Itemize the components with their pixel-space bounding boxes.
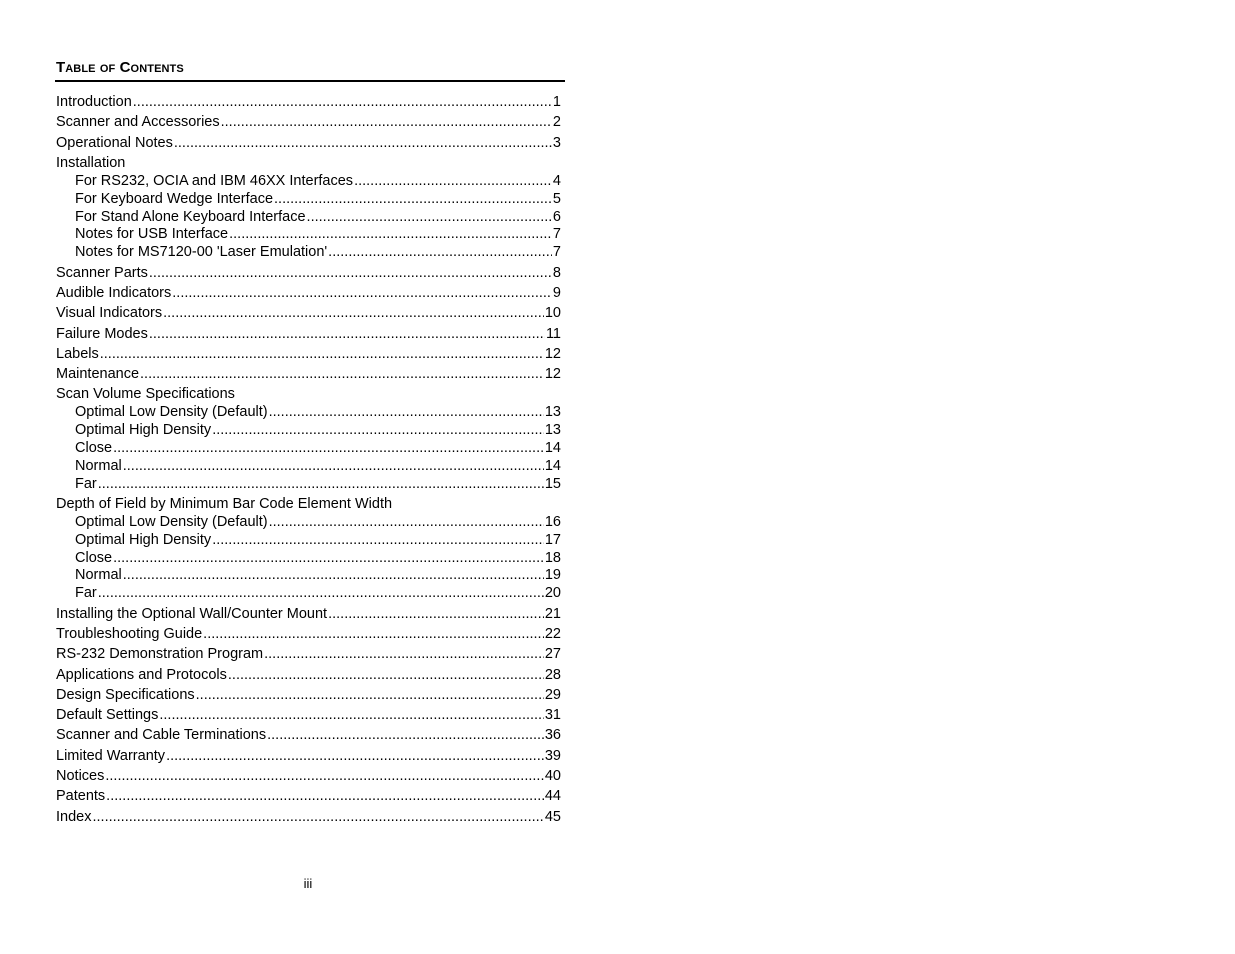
toc-entry-label: Scanner Parts bbox=[56, 265, 148, 281]
toc-entry-page-number: 6 bbox=[552, 209, 561, 225]
toc-entry[interactable] bbox=[56, 808, 561, 826]
toc-entry-label: Patents bbox=[56, 788, 106, 804]
toc-section-heading[interactable] bbox=[56, 495, 561, 513]
toc-entry[interactable] bbox=[56, 747, 561, 765]
toc-section-heading[interactable] bbox=[56, 385, 561, 403]
toc-entry[interactable] bbox=[56, 767, 561, 785]
dot-leader bbox=[269, 403, 544, 421]
dot-leader bbox=[229, 225, 552, 243]
toc-entry-page-number: 1 bbox=[552, 94, 561, 110]
page-title: Table of Contents bbox=[56, 59, 184, 76]
dot-leader bbox=[354, 172, 552, 190]
toc-entry-page-number: 10 bbox=[544, 305, 561, 321]
toc-subentry[interactable] bbox=[75, 513, 561, 531]
dot-leader bbox=[307, 208, 552, 226]
dot-leader bbox=[123, 566, 544, 584]
toc-entry-page-number: 13 bbox=[544, 422, 561, 438]
toc-subentry[interactable] bbox=[75, 584, 561, 602]
toc-entry-label: Applications and Protocols bbox=[56, 667, 227, 683]
toc-entry-label: Installing the Optional Wall/Counter Mount bbox=[56, 606, 328, 622]
toc-entry-label: Scanner and Accessories bbox=[56, 114, 220, 130]
toc-entry-label: Failure Modes bbox=[56, 326, 148, 342]
dot-leader bbox=[196, 686, 544, 704]
toc-entry-label: Notices bbox=[56, 768, 105, 784]
toc-entry-label: Labels bbox=[56, 346, 99, 362]
toc-subentry[interactable] bbox=[75, 403, 561, 421]
toc-subentry[interactable] bbox=[75, 190, 561, 208]
toc-entry-page-number: 18 bbox=[544, 550, 561, 566]
toc-entry-label: Normal bbox=[75, 458, 122, 474]
dot-leader bbox=[267, 726, 544, 744]
toc-entry-page-number: 8 bbox=[552, 265, 561, 281]
dot-leader bbox=[212, 531, 544, 549]
dot-leader bbox=[328, 605, 544, 623]
toc-entry-label: RS-232 Demonstration Program bbox=[56, 646, 264, 662]
toc-entry[interactable] bbox=[56, 605, 561, 623]
dot-leader bbox=[166, 747, 544, 765]
toc-entry-page-number: 45 bbox=[544, 809, 561, 825]
toc-entry-page-number: 16 bbox=[544, 514, 561, 530]
dot-leader bbox=[140, 365, 544, 383]
toc-entry[interactable] bbox=[56, 134, 561, 152]
toc-section-heading[interactable] bbox=[56, 154, 561, 172]
dot-leader bbox=[221, 113, 552, 131]
dot-leader bbox=[159, 706, 543, 724]
toc-entry-page-number: 31 bbox=[544, 707, 561, 723]
toc-subentry[interactable] bbox=[75, 172, 561, 190]
toc-entry-page-number: 29 bbox=[544, 687, 561, 703]
toc-entry[interactable] bbox=[56, 325, 561, 343]
toc-entry-label: Far bbox=[75, 476, 97, 492]
toc-entry-page-number: 40 bbox=[544, 768, 561, 784]
dot-leader bbox=[149, 264, 552, 282]
toc-entry-page-number: 19 bbox=[544, 567, 561, 583]
toc-entry-page-number: 44 bbox=[544, 788, 561, 804]
dot-leader bbox=[100, 345, 544, 363]
dot-leader bbox=[113, 549, 544, 567]
dot-leader bbox=[274, 190, 552, 208]
toc-entry-label: For Stand Alone Keyboard Interface bbox=[75, 209, 306, 225]
toc-entry[interactable] bbox=[56, 686, 561, 704]
dot-leader bbox=[113, 439, 544, 457]
toc-entry-page-number: 9 bbox=[552, 285, 561, 301]
toc-entry[interactable] bbox=[56, 93, 561, 111]
toc-entry-label: Depth of Field by Minimum Bar Code Element Width bbox=[56, 496, 393, 512]
toc-subentry[interactable] bbox=[75, 531, 561, 549]
toc-entry-label: Audible Indicators bbox=[56, 285, 172, 301]
dot-leader bbox=[163, 304, 544, 322]
toc-entry-label: Installation bbox=[56, 155, 126, 171]
toc-entry[interactable] bbox=[56, 645, 561, 663]
toc-entry-label: Troubleshooting Guide bbox=[56, 626, 203, 642]
toc-entry-page-number: 17 bbox=[544, 532, 561, 548]
table-of-contents bbox=[56, 0, 561, 860]
page-number: iii bbox=[303, 876, 313, 891]
toc-entry-label: Normal bbox=[75, 567, 122, 583]
toc-entry-page-number: 28 bbox=[544, 667, 561, 683]
toc-entry-page-number: 13 bbox=[544, 404, 561, 420]
toc-entry-page-number: 5 bbox=[552, 191, 561, 207]
dot-leader bbox=[328, 243, 552, 261]
dot-leader bbox=[149, 325, 545, 343]
toc-entry-label: Far bbox=[75, 585, 97, 601]
toc-entry[interactable] bbox=[56, 113, 561, 131]
dot-leader bbox=[203, 625, 544, 643]
toc-entry-page-number: 12 bbox=[544, 366, 561, 382]
toc-entry[interactable] bbox=[56, 304, 561, 322]
toc-entry-page-number: 14 bbox=[544, 458, 561, 474]
dot-leader bbox=[212, 421, 544, 439]
toc-entry-page-number: 7 bbox=[552, 226, 561, 242]
toc-entry-label: Optimal High Density bbox=[75, 422, 212, 438]
toc-entry-label: Optimal High Density bbox=[75, 532, 212, 548]
dot-leader bbox=[92, 808, 543, 826]
toc-entry[interactable] bbox=[56, 264, 561, 282]
toc-entry-page-number: 39 bbox=[544, 748, 561, 764]
toc-entry-label: Index bbox=[56, 809, 92, 825]
toc-entry-label: Close bbox=[75, 440, 113, 456]
dot-leader bbox=[98, 584, 544, 602]
toc-entry-label: Close bbox=[75, 550, 113, 566]
toc-entry-label: Limited Warranty bbox=[56, 748, 166, 764]
toc-entry-page-number: 36 bbox=[544, 727, 561, 743]
dot-leader bbox=[106, 787, 544, 805]
toc-entry[interactable] bbox=[56, 625, 561, 643]
toc-entry-page-number: 3 bbox=[552, 135, 561, 151]
toc-entry[interactable] bbox=[56, 345, 561, 363]
toc-entry-page-number: 15 bbox=[544, 476, 561, 492]
toc-subentry[interactable] bbox=[75, 457, 561, 475]
toc-entry-label: For Keyboard Wedge Interface bbox=[75, 191, 274, 207]
toc-entry-page-number: 2 bbox=[552, 114, 561, 130]
toc-entry-label: Notes for MS7120-00 'Laser Emulation' bbox=[75, 244, 328, 260]
toc-entry-page-number: 27 bbox=[544, 646, 561, 662]
toc-entry-label: Scanner and Cable Terminations bbox=[56, 727, 267, 743]
toc-entry-label: Notes for USB Interface bbox=[75, 226, 229, 242]
toc-entry-label: Optimal Low Density (Default) bbox=[75, 404, 268, 420]
toc-entry-page-number: 7 bbox=[552, 244, 561, 260]
toc-entry[interactable] bbox=[56, 787, 561, 805]
toc-entry[interactable] bbox=[56, 284, 561, 302]
dot-leader bbox=[123, 457, 544, 475]
toc-entry-label: Operational Notes bbox=[56, 135, 173, 151]
toc-entry[interactable] bbox=[56, 706, 561, 724]
toc-entry-label: Default Settings bbox=[56, 707, 159, 723]
toc-subentry[interactable] bbox=[75, 549, 561, 567]
toc-entry-label: Optimal Low Density (Default) bbox=[75, 514, 268, 530]
toc-entry-label: Visual Indicators bbox=[56, 305, 163, 321]
toc-entry-label: Design Specifications bbox=[56, 687, 195, 703]
toc-subentry[interactable] bbox=[75, 208, 561, 226]
toc-entry-page-number: 12 bbox=[544, 346, 561, 362]
dot-leader bbox=[172, 284, 552, 302]
toc-entry-page-number: 4 bbox=[552, 173, 561, 189]
toc-subentry[interactable] bbox=[75, 225, 561, 243]
dot-leader bbox=[133, 93, 552, 111]
toc-entry-label: For RS232, OCIA and IBM 46XX Interfaces bbox=[75, 173, 354, 189]
toc-subentry[interactable] bbox=[75, 243, 561, 261]
toc-entry-label: Scan Volume Specifications bbox=[56, 386, 235, 402]
toc-entry-label: Introduction bbox=[56, 94, 132, 110]
toc-entry[interactable] bbox=[56, 365, 561, 383]
dot-leader bbox=[269, 513, 544, 531]
toc-subentry[interactable] bbox=[75, 439, 561, 457]
toc-entry-page-number: 14 bbox=[544, 440, 561, 456]
toc-subentry[interactable] bbox=[75, 566, 561, 584]
toc-entry-page-number: 11 bbox=[545, 326, 561, 342]
toc-entry[interactable] bbox=[56, 666, 561, 684]
toc-subentry[interactable] bbox=[75, 475, 561, 493]
toc-entry-page-number: 20 bbox=[544, 585, 561, 601]
toc-entry-page-number: 21 bbox=[544, 606, 561, 622]
dot-leader bbox=[264, 645, 544, 663]
dot-leader bbox=[174, 134, 552, 152]
toc-entry-label: Maintenance bbox=[56, 366, 140, 382]
toc-subentry[interactable] bbox=[75, 421, 561, 439]
dot-leader bbox=[228, 666, 544, 684]
dot-leader bbox=[105, 767, 544, 785]
dot-leader bbox=[98, 475, 544, 493]
toc-entry-page-number: 22 bbox=[544, 626, 561, 642]
toc-entry[interactable] bbox=[56, 726, 561, 744]
